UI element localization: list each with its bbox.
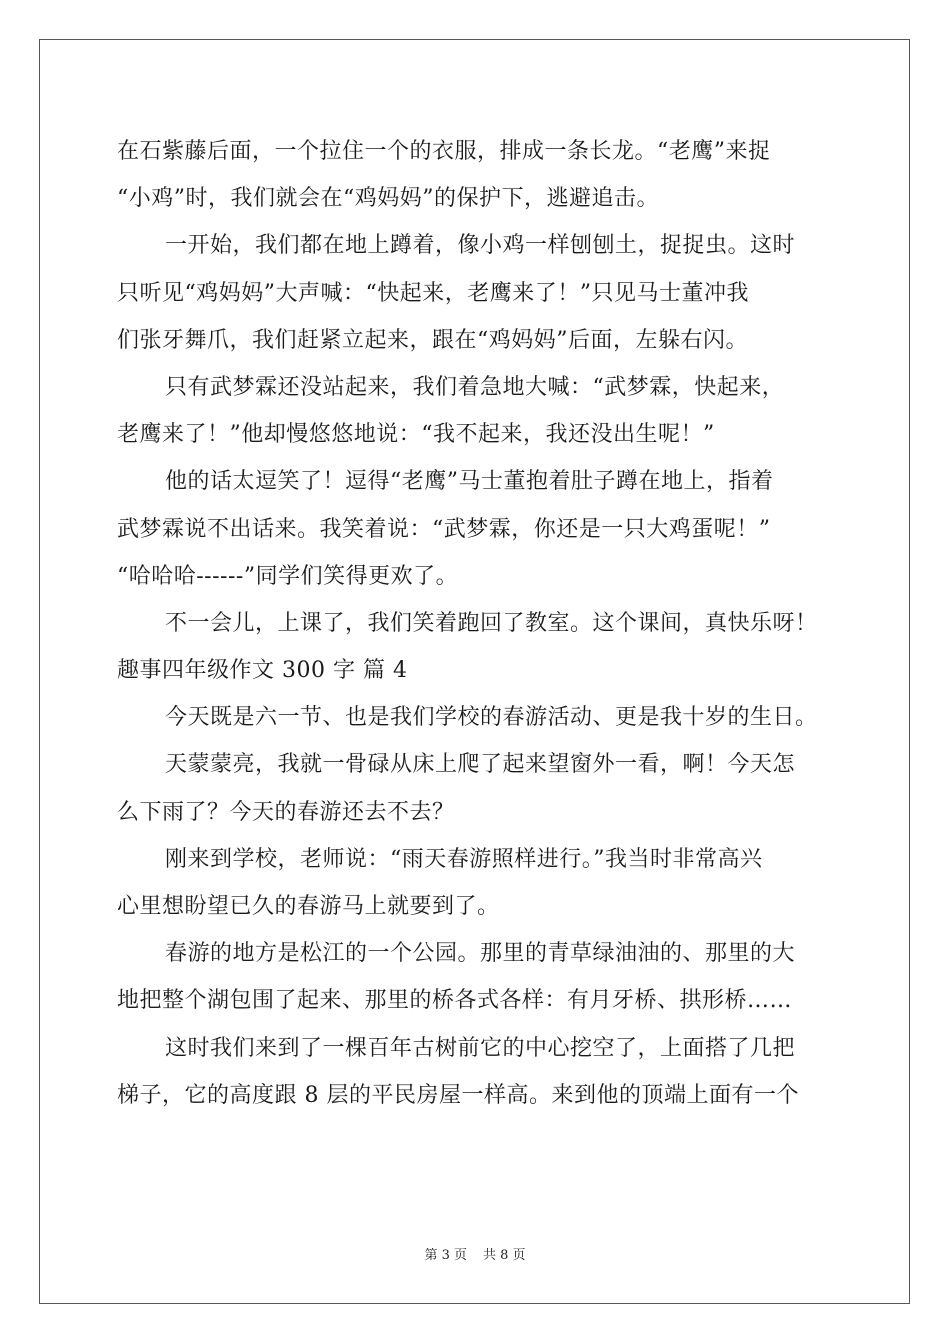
text-line-1: 在石紫藤后面，一个拉住一个的衣服，排成一条长龙。“老鹰”来捉	[117, 139, 771, 164]
text-line-14: 天蒙蒙亮，我就一骨碌从床上爬了起来望窗外一看，啊！今天怎	[165, 752, 796, 778]
text-line-10: “哈哈哈------”同学们笑得更欢了。	[117, 563, 459, 589]
document-body	[117, 128, 857, 1119]
text-line-21: 梯子，它的高度跟 8 层的平民房屋一样高。来到他的顶端上面有一个	[117, 1082, 799, 1108]
text-line-7: 老鹰来了！”他却慢悠悠地说：“我不起来，我还没出生呢！”	[117, 422, 715, 448]
text-line-16: 刚来到学校，老师说：“雨天春游照样进行。”我当时非常高兴	[165, 846, 763, 872]
text-line-17: 心里想盼望已久的春游马上就要到了。	[117, 894, 500, 919]
text-line-13: 今天既是六一节、也是我们学校的春游活动、更是我十岁的生日。	[165, 705, 818, 731]
text-line-15: 么下雨了？今天的春游还去不去？	[117, 799, 455, 825]
total-page-count: 共 8 页	[483, 1248, 526, 1263]
text-line-4: 只听见“鸡妈妈”大声喊：“快起来，老鹰来了！”只见马士董冲我	[117, 280, 749, 306]
text-line-20: 这时我们来到了一棵百年古树前它的中心挖空了，上面搭了几把	[165, 1035, 796, 1061]
text-line-19: 地把整个湖包围了起来、那里的桥各式各样：有月牙桥、拱形桥……	[117, 988, 793, 1014]
section-heading: 趣事四年级作文 300 字 篇 4	[117, 658, 408, 684]
text-line-2: “小鸡”时，我们就会在“鸡妈妈”的保护下，逃避追击。	[117, 186, 659, 212]
text-line-11: 不一会儿，上课了，我们笑着跑回了教室。这个课间，真快乐呀！	[165, 610, 818, 636]
text-line-6: 只有武梦霖还没站起来，我们着急地大喊：“武梦霖，快起来，	[165, 374, 785, 400]
text-line-5: 们张牙舞爪，我们赶紧立起来，跟在“鸡妈妈”后面，左躲右闪。	[117, 327, 748, 353]
page-footer	[0, 1244, 950, 1263]
text-line-3: 一开始，我们都在地上蹲着，像小鸡一样刨刨土，捉捉虫。这时	[165, 233, 796, 259]
text-line-8: 他的话太逗笑了！逗得“老鹰”马士董抱着肚子蹲在地上，指着	[165, 469, 774, 495]
current-page-number: 第 3 页	[424, 1248, 467, 1263]
text-line-18: 春游的地方是松江的一个公园。那里的青草绿油油的、那里的大	[165, 941, 796, 967]
text-line-9: 武梦霖说不出话来。我笑着说：“武梦霖，你还是一只大鸡蛋呢！”	[117, 516, 771, 542]
